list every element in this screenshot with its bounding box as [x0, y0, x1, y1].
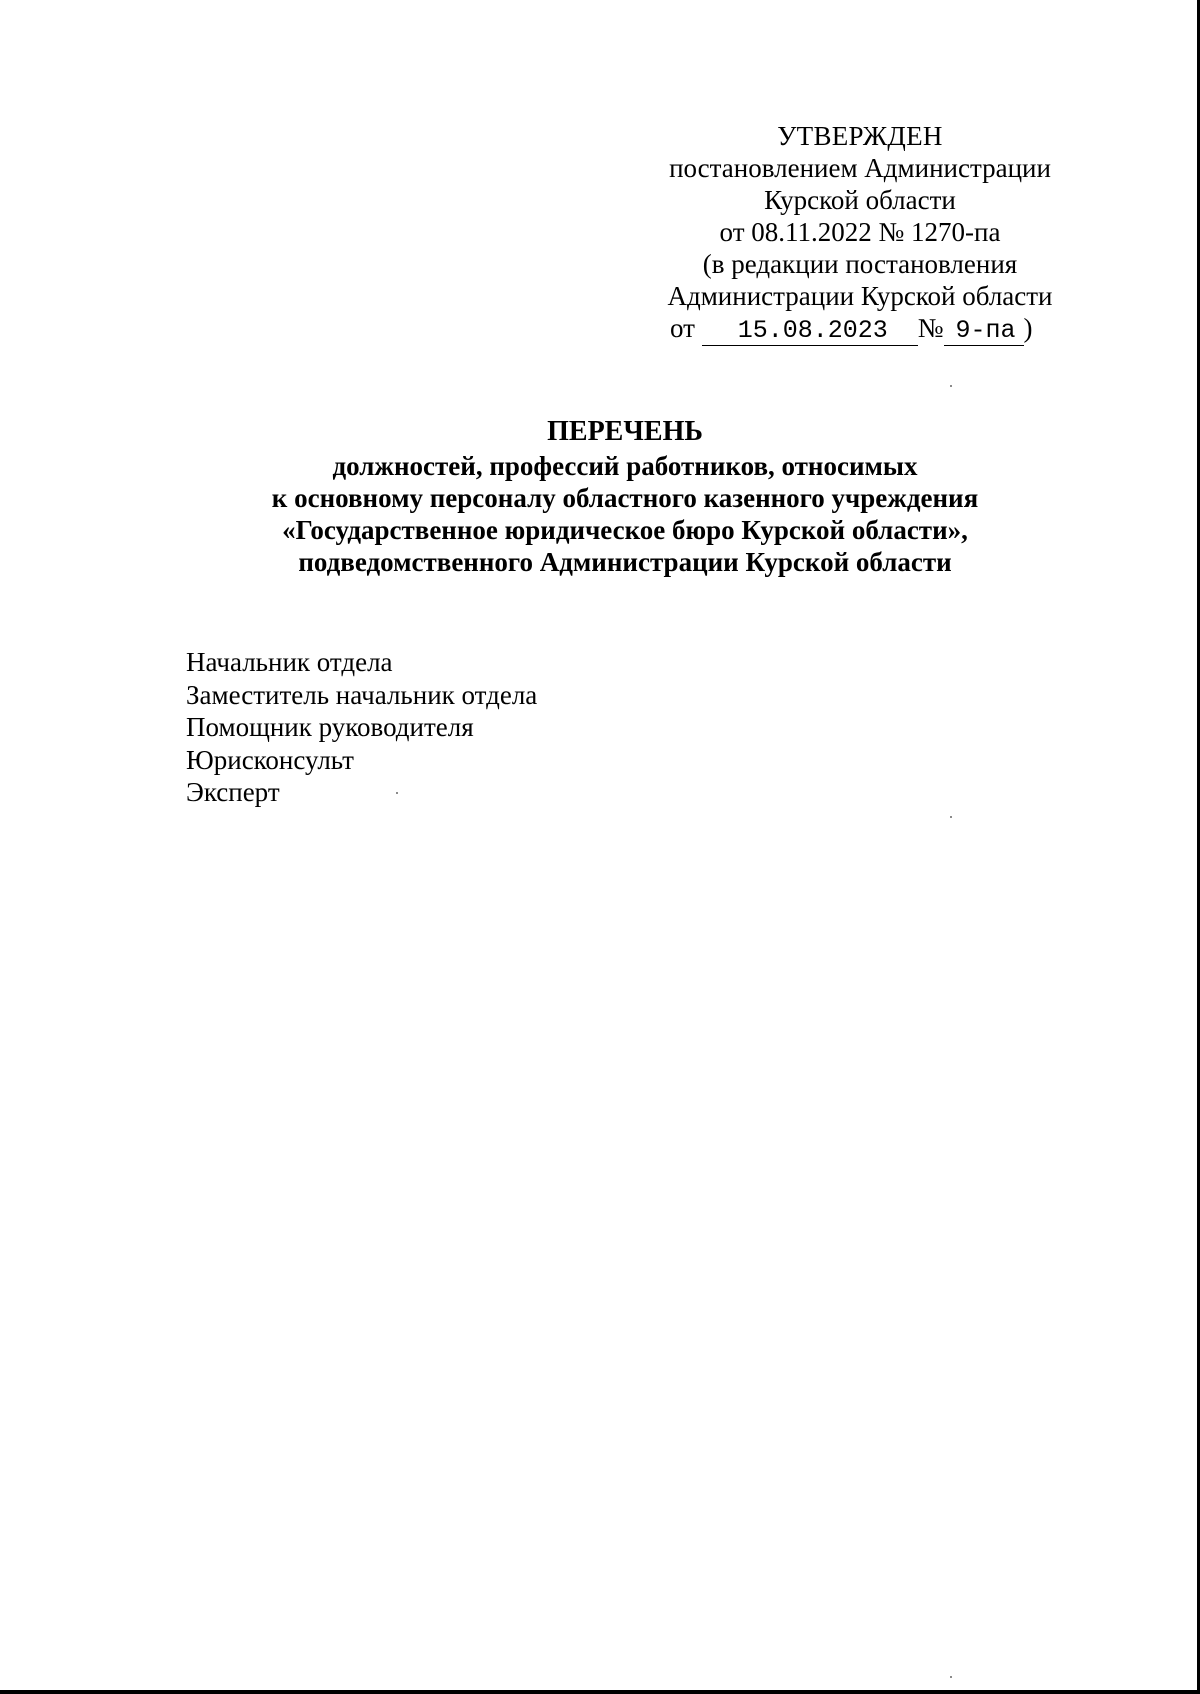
approval-line-2: Курской области — [764, 185, 956, 215]
positions-list — [186, 646, 537, 809]
subtitle-line-2: к основному персоналу областного казенного учреждения — [271, 483, 979, 513]
document-title: ПЕРЕЧЕНЬ — [547, 416, 703, 447]
list-item: Юрисконсульт — [186, 744, 354, 775]
scan-speck — [396, 792, 398, 794]
list-item: Помощник руководителя — [186, 712, 474, 742]
list-item: Эксперт — [186, 777, 280, 807]
amendment-date-line — [640, 312, 1080, 346]
list-item: Начальник отдела — [186, 647, 393, 677]
approval-stamp-block — [640, 120, 1080, 346]
number-sign: № — [917, 313, 944, 343]
approval-line-1: постановлением Администрации — [669, 153, 1051, 183]
amendment-number-field: 9-па — [944, 317, 1024, 346]
document-title-block — [120, 416, 1130, 578]
approval-line-5: Администрации Курской области — [667, 281, 1053, 311]
approval-heading: УТВЕРЖДЕН — [777, 121, 943, 151]
subtitle-line-3: «Государственное юридическое бюро Курской области», — [282, 515, 968, 545]
amendment-date-field: 15.08.2023 — [702, 317, 918, 346]
closing-paren: ) — [1023, 313, 1033, 343]
scan-edge-bottom — [0, 1690, 1200, 1694]
scan-speck — [950, 816, 952, 818]
subtitle-line-4: подведомственного Администрации Курской области — [298, 547, 952, 577]
scan-speck — [950, 1676, 952, 1678]
approval-line-3: от 08.11.2022 № 1270-па — [719, 217, 1001, 247]
subtitle-line-1: должностей, профессий работников, относимых — [332, 451, 918, 481]
date-prefix: от — [670, 313, 695, 343]
list-item: Заместитель начальник отдела — [186, 679, 538, 710]
scan-speck — [950, 385, 952, 387]
approval-line-4: (в редакции постановления — [702, 249, 1018, 279]
